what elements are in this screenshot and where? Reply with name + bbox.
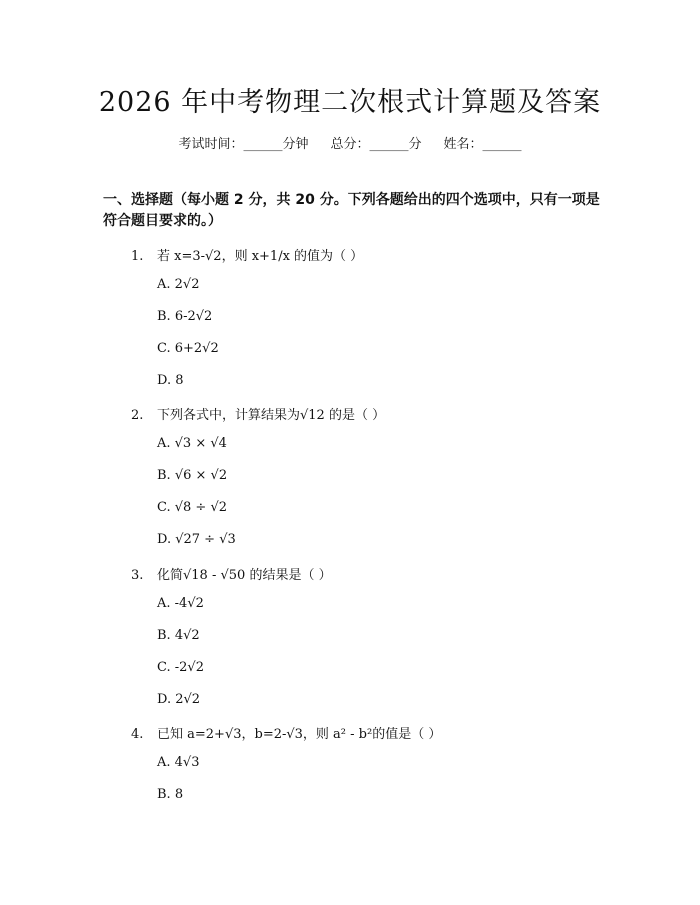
question-stem: 下列各式中，计算结果为√12 的是（ ）: [157, 408, 386, 423]
question-number: 4.: [131, 727, 144, 742]
option-d: D. √27 ÷ √3: [157, 532, 236, 547]
option-c: C. √8 ÷ √2: [157, 500, 228, 515]
option-d: D. 8: [157, 373, 184, 388]
question-number: 3.: [131, 568, 144, 583]
question-stem: 若 x=3-√2，则 x+1/x 的值为（ ）: [157, 249, 364, 264]
option-a: A. 4√3: [157, 755, 200, 770]
student-name-field: 姓名：______: [443, 137, 522, 152]
question-3: [131, 564, 332, 583]
document-title: 2026 年中考物理二次根式计算题及答案: [98, 87, 602, 118]
option-c: C. 6+2√2: [157, 341, 219, 356]
total-score-field: 总分：______分: [330, 137, 422, 152]
question-4: [131, 723, 441, 742]
question-stem: 化简√18 - √50 的结果是（ ）: [157, 568, 332, 583]
option-b: B. 6-2√2: [157, 309, 213, 324]
question-number: 2.: [131, 408, 144, 423]
exam-time-field: 考试时间：______分钟: [178, 137, 309, 152]
question-2: [131, 404, 385, 423]
option-a: A. √3 × √4: [157, 436, 227, 451]
option-b: B. √6 × √2: [157, 468, 228, 483]
exam-info-line: [0, 133, 700, 152]
option-b: B. 8: [157, 787, 184, 802]
option-c: C. -2√2: [157, 660, 204, 675]
question-stem: 已知 a=2+√3，b=2-√3，则 a² - b²的值是（ ）: [157, 727, 442, 742]
option-d: D. 2√2: [157, 692, 201, 707]
section-heading: 一、选择题（每小题 2 分，共 20 分。下列各题给出的四个选项中，只有一项是符合题目要求的。）: [103, 192, 600, 229]
option-a: A. -4√2: [157, 596, 204, 611]
option-a: A. 2√2: [157, 277, 200, 292]
question-1: [131, 245, 363, 264]
option-b: B. 4√2: [157, 628, 200, 643]
question-number: 1.: [131, 249, 144, 264]
